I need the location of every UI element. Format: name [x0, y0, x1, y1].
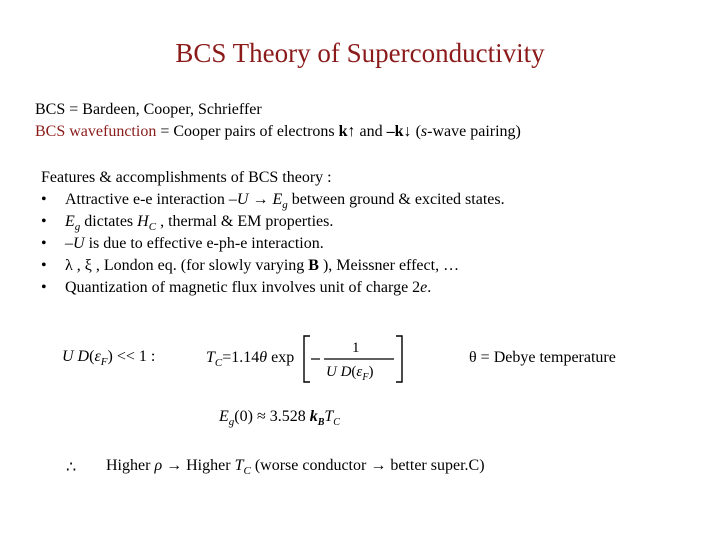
left-bracket	[304, 336, 310, 382]
conclusion-line: Higher ρ → Higher $T_C$ (worse conductor → better super.C)	[106, 457, 485, 478]
tc-denominator: U $D(\varepsilon_F)$	[326, 364, 374, 383]
slide-title: BCS Theory of Superconductivity	[175, 38, 545, 68]
weak-coupling-condition: U $D(\varepsilon_F) << 1$ :	[62, 348, 156, 369]
wavefunction-label: BCS wavefunction	[35, 123, 157, 140]
minus-k-down: –k↓	[386, 123, 412, 140]
and-text: and	[355, 123, 387, 140]
s-wave-open: (	[411, 123, 421, 140]
debye-temperature-definition: θ = Debye temperature	[469, 349, 616, 366]
bcs-acronym-line: BCS = Bardeen, Cooper, Schrieffer	[35, 101, 262, 118]
bullet: •	[41, 279, 47, 296]
gap-equation: $E_g(0) \approx 3.528$ $k_BT_C$	[219, 408, 340, 429]
right-bracket	[396, 336, 402, 382]
s-wave-close: -wave pairing)	[427, 123, 521, 140]
s-symbol: s	[420, 123, 428, 140]
feature-item: • λ , ξ , London eq. (for slowly varying B ), Meissner effect, …	[41, 257, 460, 274]
bullet: •	[41, 235, 47, 252]
tc-numerator: 1	[352, 340, 360, 356]
feature-item: • $E_g$ dictates $H_C$ , thermal & EM properties.	[41, 213, 334, 234]
feature-item: • Quantization of magnetic flux involves unit of charge 2e.	[41, 279, 432, 296]
therefore-symbol: ∴	[66, 459, 77, 476]
feature-item: • Attractive e-e interaction $-U \to E_g$ between ground & excited states.	[41, 191, 505, 212]
bullet: •	[41, 213, 47, 230]
bullet: •	[41, 191, 47, 208]
bullet: •	[41, 257, 47, 274]
features-heading: Features & accomplishments of BCS theory :	[41, 169, 332, 186]
tc-equation-lhs: $T_C=1.14\theta$ exp	[206, 349, 295, 370]
bcs-wavefunction-line	[35, 122, 521, 142]
k-up: k↑	[338, 123, 356, 140]
feature-item: • –U is due to effective e-ph-e interaction.	[41, 235, 324, 252]
wavefunction-text: = Cooper pairs of electrons	[156, 123, 339, 140]
